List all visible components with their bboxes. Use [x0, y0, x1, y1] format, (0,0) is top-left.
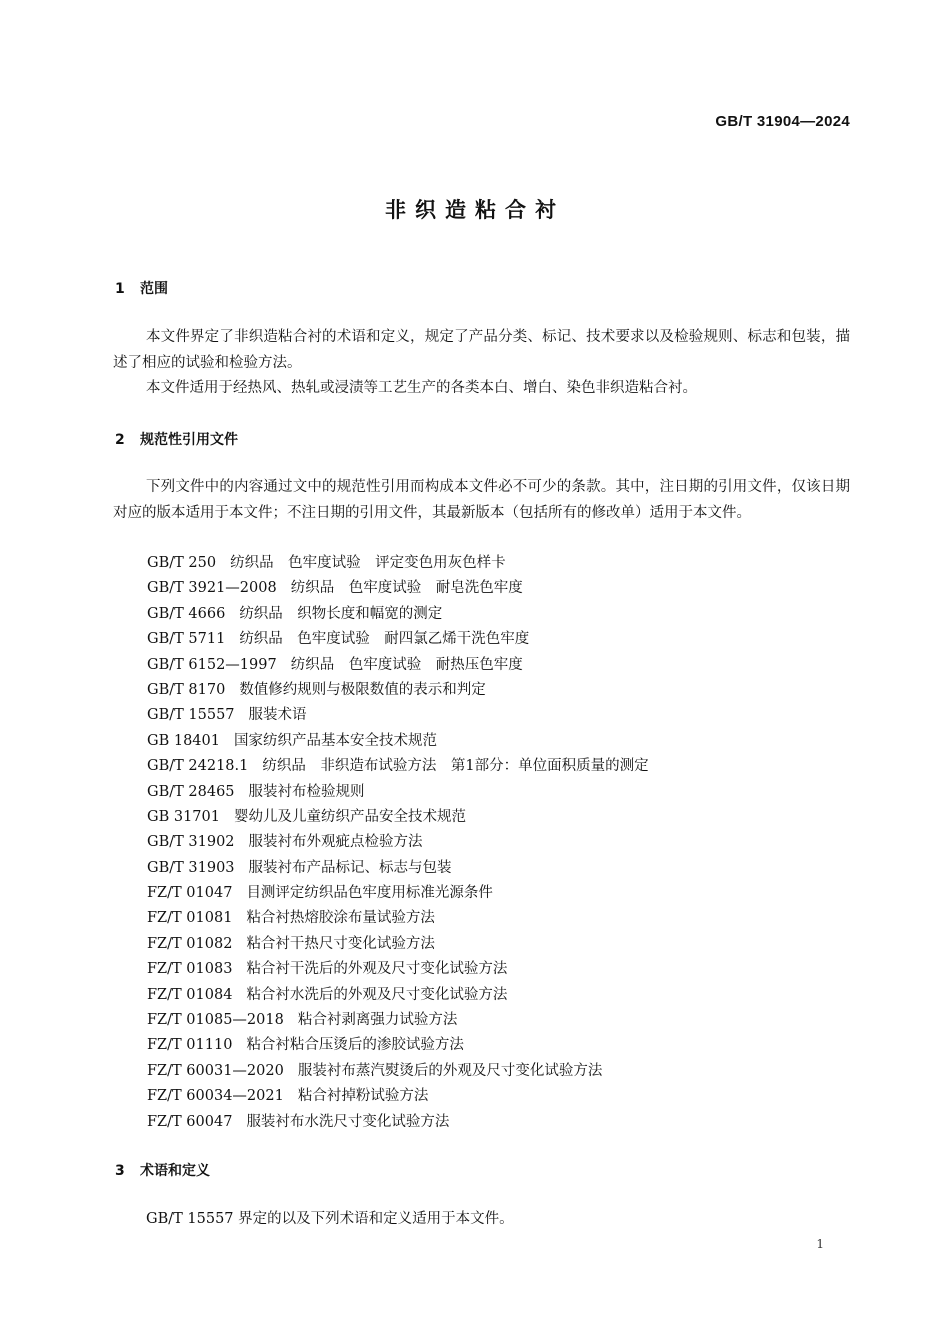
section-title: 规范性引用文件: [140, 432, 238, 448]
section-title: 术语和定义: [140, 1163, 210, 1179]
reference-title: 服装术语: [248, 707, 307, 724]
reference-item: [147, 856, 649, 881]
terms-paragraph: GB/T 15557 界定的以及下列术语和定义适用于本文件。: [146, 1211, 514, 1227]
reference-item: [147, 1110, 649, 1135]
reference-title: 纺织品 色牢度试验 耐热压色牢度: [290, 656, 523, 673]
reference-code: GB 18401: [147, 732, 220, 749]
reference-code: GB/T 6152—1997: [147, 656, 277, 673]
reference-code: FZ/T 01047: [147, 885, 233, 902]
reference-item: [147, 932, 649, 957]
reference-title: 数值修约规则与极限数值的表示和判定: [239, 681, 486, 698]
reference-title: 纺织品 织物长度和幅宽的测定: [239, 605, 443, 622]
reference-code: GB/T 8170: [147, 681, 226, 698]
section-1-heading: [115, 278, 168, 298]
reference-item: [147, 551, 649, 576]
reference-title: 纺织品 色牢度试验 耐皂洗色牢度: [290, 580, 523, 597]
reference-code: FZ/T 01081: [147, 910, 233, 927]
reference-title: 粘合衬干洗后的外观及尺寸变化试验方法: [246, 961, 508, 978]
reference-code: FZ/T 60031—2020: [147, 1062, 284, 1079]
reference-title: 纺织品 非织造布试验方法 第1部分：单位面积质量的测定: [262, 758, 649, 775]
reference-item: [147, 805, 649, 830]
reference-code: GB/T 15557: [147, 707, 235, 724]
normative-references-intro: 下列文件中的内容通过文中的规范性引用而构成本文件必不可少的条款。其中，注日期的引用文件，仅该日期对应的版本适用于本文件；不注日期的引用文件，其最新版本（包括所有的修改单）适用于本文件。: [113, 479, 850, 521]
reference-title: 目测评定纺织品色牢度用标准光源条件: [246, 885, 493, 902]
reference-item: [147, 576, 649, 601]
reference-title: 粘合衬粘合压烫后的渗胶试验方法: [246, 1037, 464, 1054]
reference-item: [147, 780, 649, 805]
reference-item: [147, 729, 649, 754]
reference-title: 服装衬布蒸汽熨烫后的外观及尺寸变化试验方法: [297, 1062, 603, 1079]
page-number: 1: [816, 1237, 824, 1251]
document-title: 非织造粘合衬: [385, 198, 565, 222]
reference-code: FZ/T 60034—2021: [147, 1088, 284, 1105]
section-number: 3: [115, 1163, 125, 1179]
section-2-heading: [115, 429, 238, 449]
scope-paragraph-1: 本文件界定了非织造粘合衬的术语和定义，规定了产品分类、标记、技术要求以及检验规则、标志和包装，描述了相应的试验和检验方法。: [113, 329, 850, 371]
reference-title: 婴幼儿及儿童纺织产品安全技术规范: [233, 808, 466, 825]
reference-item: [147, 957, 649, 982]
reference-title: 国家纺织产品基本安全技术规范: [233, 732, 437, 749]
reference-code: GB/T 250: [147, 555, 217, 571]
reference-item: [147, 678, 649, 703]
reference-item: [147, 830, 649, 855]
reference-item: [147, 881, 649, 906]
reference-title: 粘合衬干热尺寸变化试验方法: [246, 935, 435, 952]
reference-item: [147, 627, 649, 652]
reference-item: [147, 703, 649, 728]
section-number: 1: [115, 281, 125, 297]
reference-item: [147, 1033, 649, 1058]
reference-code: FZ/T 01110: [147, 1037, 233, 1054]
scope-paragraph-2: 本文件适用于经热风、热轧或浸渍等工艺生产的各类本白、增白、染色非织造粘合衬。: [146, 380, 697, 396]
reference-title: 服装衬布检验规则: [248, 783, 365, 800]
reference-title: 粘合衬水洗后的外观及尺寸变化试验方法: [246, 986, 508, 1003]
reference-code: FZ/T 60047: [147, 1113, 233, 1130]
reference-code: GB/T 5711: [147, 631, 226, 648]
reference-title: 粘合衬热熔胶涂布量试验方法: [246, 910, 435, 927]
reference-code: GB/T 4666: [147, 605, 226, 622]
reference-title: 纺织品 色牢度试验 耐四氯乙烯干洗色牢度: [239, 631, 530, 648]
reference-code: GB 31701: [147, 808, 220, 825]
reference-code: GB/T 28465: [147, 783, 235, 800]
section-title: 范围: [140, 281, 168, 297]
reference-code: GB/T 31902: [147, 834, 235, 851]
reference-code: GB/T 3921—2008: [147, 580, 277, 597]
reference-title: 服装衬布外观疵点检验方法: [248, 834, 423, 851]
reference-item: [147, 1084, 649, 1109]
section-number: 2: [115, 432, 125, 448]
reference-item: [147, 754, 649, 779]
reference-title: 粘合衬剥离强力试验方法: [297, 1012, 458, 1029]
reference-item: [147, 906, 649, 931]
standard-code: GB/T 31904—2024: [715, 113, 850, 130]
reference-title: 服装衬布水洗尺寸变化试验方法: [246, 1113, 450, 1130]
reference-code: GB/T 31903: [147, 859, 235, 876]
reference-code: FZ/T 01083: [147, 961, 233, 978]
reference-list: [147, 551, 649, 1135]
reference-code: GB/T 24218.1: [147, 758, 249, 775]
reference-item: [147, 983, 649, 1008]
reference-title: 纺织品 色牢度试验 评定变色用灰色样卡: [230, 555, 506, 571]
reference-item: [147, 1008, 649, 1033]
section-3-heading: [115, 1160, 210, 1180]
reference-code: FZ/T 01082: [147, 935, 233, 952]
reference-code: FZ/T 01084: [147, 986, 233, 1003]
reference-code: FZ/T 01085—2018: [147, 1012, 284, 1029]
reference-title: 粘合衬掉粉试验方法: [297, 1088, 429, 1105]
reference-title: 服装衬布产品标记、标志与包装: [248, 859, 452, 876]
reference-item: [147, 653, 649, 678]
reference-item: [147, 1059, 649, 1084]
reference-item: [147, 602, 649, 627]
